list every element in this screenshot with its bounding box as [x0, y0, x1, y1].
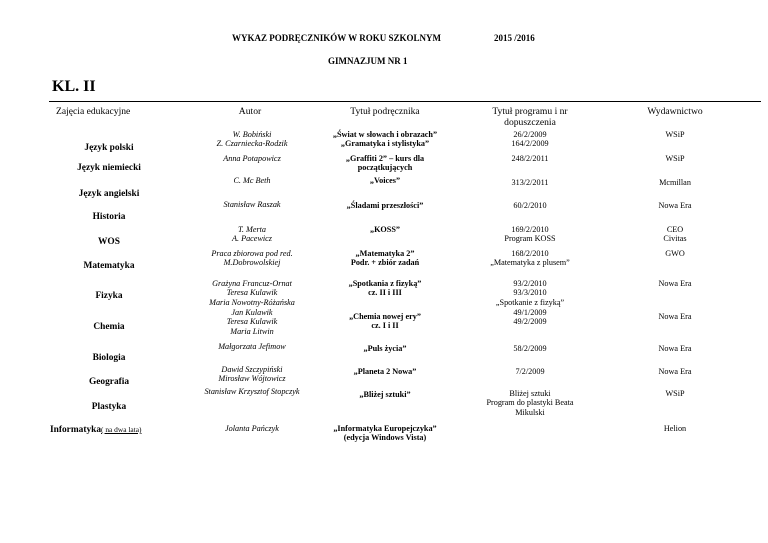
wos-author: T. Merta A. Pacewicz: [231, 225, 272, 244]
matematyka-title: „Matematyka 2” Podr. + zbiór zadań: [350, 249, 420, 268]
plastyka-title: „Bliżej sztuki”: [359, 390, 411, 399]
column-header-program: Tytuł programu i nr dopuszczenia: [492, 106, 568, 128]
geografia-title: „Planeta 2 Nowa”: [353, 367, 417, 376]
subject-geografia: Geografia: [88, 377, 130, 387]
subject-informatyka-note: ( na dwa lata): [101, 425, 142, 434]
geografia-author: Dawid Szczypiński Mirosław Wójtowicz: [218, 365, 286, 384]
angielski-title: „Voices”: [369, 176, 401, 185]
subject-niemiecki: Język niemiecki: [77, 163, 141, 173]
subject-fizyka: Fizyka: [95, 291, 123, 301]
chemia-author: Jan Kulawik Teresa Kulawik Maria Litwin: [226, 308, 278, 336]
subject-polski: Język polski: [84, 143, 134, 153]
informatyka-title: „Informatyka Europejczyka” (edycja Windows Vista): [333, 424, 437, 443]
informatyka-publisher: Helion: [663, 424, 687, 433]
biologia-title: „Puls życia”: [363, 344, 407, 353]
plastyka-program: Bliżej sztuki Program do plastyki Beata Mikulski: [486, 389, 574, 417]
niemiecki-author: Anna Potapowicz: [223, 154, 281, 163]
angielski-program: 313/2/2011: [511, 178, 549, 187]
fizyka-author: Grażyna Francuz-Ornat Teresa Kulawik Maria Nowotny-Różańska: [209, 279, 295, 307]
column-header-subject: Zajęcia edukacyjne: [56, 106, 131, 117]
fizyka-title: „Spotkania z fizyką” cz. II i III: [348, 279, 422, 298]
fizyka-publisher: Nowa Era: [658, 279, 692, 288]
subject-informatyka-label: Informatyka: [50, 425, 102, 435]
subject-plastyka: Plastyka: [91, 402, 127, 412]
wos-title: „KOSS”: [369, 225, 401, 234]
class-label: KL. II: [52, 78, 96, 95]
polski-program: 26/2/2009 164/2/2009: [511, 130, 549, 149]
school-year: 2015 /2016: [494, 33, 535, 43]
historia-publisher: Nowa Era: [658, 201, 692, 210]
historia-program: 60/2/2010: [513, 201, 547, 210]
table-top-rule: [49, 101, 761, 102]
fizyka-program: 93/2/2010 93/3/2010 „Spotkanie z fizyką”: [495, 279, 565, 307]
angielski-publisher: Mcmillan: [659, 178, 691, 187]
niemiecki-title: „Graffiti 2” – kurs dla początkujących: [345, 154, 425, 173]
biologia-program: 58/2/2009: [513, 344, 547, 353]
chemia-title: „Chemia nowej ery” cz. I i II: [349, 312, 421, 331]
subject-wos: WOS: [98, 237, 120, 247]
plastyka-publisher: WSiP: [665, 389, 685, 398]
chemia-publisher: Nowa Era: [658, 312, 692, 321]
plastyka-author: Stanisław Krzysztof Stopczyk: [204, 387, 300, 396]
historia-author: Stanisław Raszak: [223, 200, 281, 209]
document-title: WYKAZ PODRĘCZNIKÓW W ROKU SZKOLNYM: [232, 33, 442, 43]
column-header-publisher: Wydawnictwo: [647, 106, 703, 117]
biologia-publisher: Nowa Era: [658, 344, 692, 353]
geografia-publisher: Nowa Era: [658, 367, 692, 376]
biologia-author: Małgorzata Jefimow: [218, 342, 286, 351]
subject-matematyka: Matematyka: [83, 261, 135, 271]
polski-publisher: WSiP: [665, 130, 685, 139]
angielski-author: C. Mc Beth: [233, 176, 271, 185]
wos-publisher: CEO Civitas: [663, 225, 687, 244]
subject-biologia: Biologia: [92, 353, 126, 363]
subject-angielski: Język angielski: [78, 189, 140, 199]
historia-title: „Śladami przeszłości”: [346, 201, 424, 210]
matematyka-author: Praca zbiorowa pod red. M.Dobrowolskiej: [211, 249, 293, 268]
subject-chemia: Chemia: [93, 322, 125, 332]
matematyka-publisher: GWO: [665, 249, 685, 258]
niemiecki-program: 248/2/2011: [511, 154, 549, 163]
column-header-title: Tytuł podręcznika: [350, 106, 420, 117]
subject-historia: Historia: [92, 212, 126, 222]
niemiecki-publisher: WSiP: [665, 154, 685, 163]
polski-title: „Świat w słowach i obrazach” „Gramatyka i stylistyka”: [332, 130, 438, 149]
informatyka-author: Jolanta Pańczyk: [225, 424, 279, 433]
polski-author: W. Bobiński Z. Czarniecka-Rodzik: [216, 130, 288, 149]
subject-informatyka: [50, 425, 180, 435]
wos-program: 169/2/2010 Program KOSS: [504, 225, 556, 244]
column-header-author: Autor: [238, 106, 262, 117]
chemia-program: 49/1/2009 49/2/2009: [513, 308, 547, 327]
matematyka-program: 168/2/2010 „Matematyka z plusem”: [490, 249, 570, 268]
school-name: GIMNAZJUM NR 1: [328, 56, 408, 66]
geografia-program: 7/2/2009: [515, 367, 545, 376]
